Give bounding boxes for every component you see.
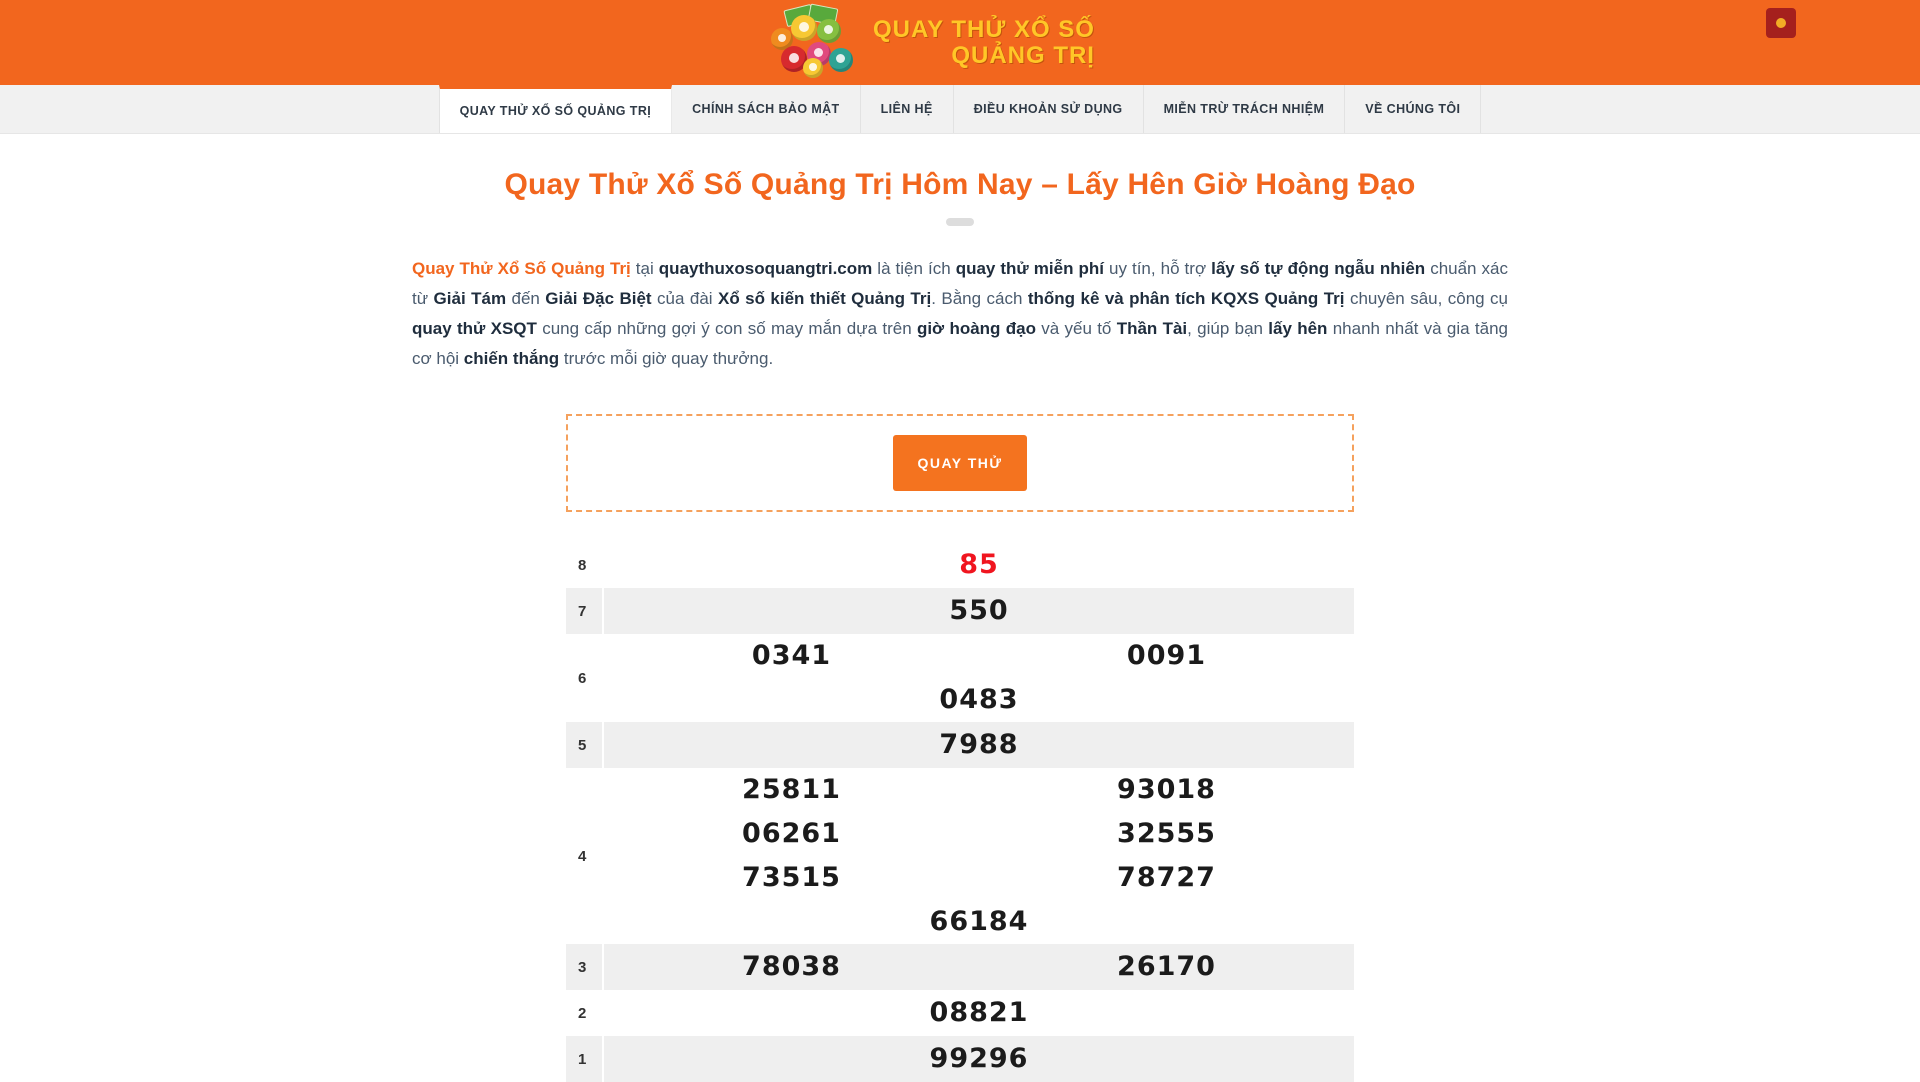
nav-item-5[interactable]: VỀ CHÚNG TÔI [1345, 85, 1481, 133]
prize-label: 5 [566, 722, 604, 768]
table-row-prize-7 [566, 588, 1354, 634]
prize-number: 08821 [929, 997, 1029, 1028]
intro-segment: chiến thắng [463, 349, 560, 368]
prize-values [604, 542, 1354, 588]
prize-number: 25811 [742, 774, 841, 805]
prize-values [604, 722, 1354, 768]
lottery-balls-icon [765, 6, 861, 80]
results-table [566, 542, 1354, 1082]
logo-title-line1: QUAY THỬ XỔ SỐ [873, 15, 1095, 43]
prize-values [604, 768, 1354, 944]
prize-number: 78727 [1117, 862, 1216, 893]
nav-item-1[interactable]: CHÍNH SÁCH BẢO MẬT [672, 85, 860, 133]
prize-values [604, 990, 1354, 1036]
prize-number: 0091 [1126, 640, 1207, 671]
prize-number: 85 [959, 549, 999, 580]
intro-segment: chuyên sâu, công cụ [1344, 289, 1509, 308]
prize-values [604, 634, 1354, 722]
logo-title-line2: QUẢNG TRỊ [951, 41, 1095, 69]
intro-segment: thống kê và phân tích KQXS Quảng Trị [1027, 289, 1345, 308]
prize-values [604, 944, 1354, 990]
prize-label: 6 [566, 634, 604, 722]
prize-values [604, 1036, 1354, 1082]
intro-segment: , giúp bạn [1187, 319, 1269, 338]
intro-segment: quay thử XSQT [412, 319, 537, 338]
intro-segment: và yếu tố [1035, 319, 1117, 338]
prize-number: 99296 [929, 1043, 1029, 1074]
main-nav [0, 85, 1920, 134]
table-row-prize-4 [566, 768, 1354, 944]
prize-number: 0341 [751, 640, 832, 671]
intro-segment: uy tín, hỗ trợ [1103, 259, 1212, 278]
intro-segment: tại [630, 259, 659, 278]
intro-segment: Thần Tài [1116, 319, 1188, 338]
intro-paragraph [412, 254, 1508, 374]
site-logo[interactable] [765, 6, 1095, 80]
prize-number: 32555 [1117, 818, 1216, 849]
table-row-prize-2 [566, 990, 1354, 1036]
intro-segment: là tiện ích [872, 259, 956, 278]
prize-number: 93018 [1117, 774, 1216, 805]
prize-number: 66184 [929, 906, 1029, 937]
intro-segment: trước mỗi giờ quay thưởng. [559, 349, 774, 368]
intro-segment: quay thử miễn phí [955, 259, 1104, 278]
intro-segment: . Bằng cách [931, 289, 1028, 308]
prize-number: 06261 [742, 818, 841, 849]
intro-segment: của đài [651, 289, 718, 308]
table-row-prize-8 [566, 542, 1354, 588]
prize-number: 26170 [1117, 951, 1216, 982]
table-row-prize-1 [566, 1036, 1354, 1082]
title-divider [946, 218, 974, 226]
prize-label: 4 [566, 768, 604, 944]
intro-segment: Xổ số kiến thiết Quảng Trị [717, 289, 932, 308]
prize-number: 7988 [939, 729, 1019, 760]
intro-segment: Giải Tám [433, 289, 507, 308]
prize-label: 3 [566, 944, 604, 990]
table-row-prize-5 [566, 722, 1354, 768]
site-header [0, 0, 1920, 85]
prize-label: 8 [566, 542, 604, 588]
nav-item-4[interactable]: MIỄN TRỪ TRÁCH NHIỆM [1144, 85, 1346, 133]
prize-label: 7 [566, 588, 604, 634]
prize-number: 550 [949, 595, 1009, 626]
intro-segment: cung cấp những gợi ý con số may mắn dựa trên [536, 319, 917, 338]
intro-segment: nhanh nhất và gia tăng cơ hội [412, 319, 1509, 368]
spin-button[interactable]: QUAY THỬ [893, 435, 1027, 491]
prize-values [604, 588, 1354, 634]
prize-number: 78038 [742, 951, 841, 982]
intro-segment: lấy hên [1268, 319, 1328, 338]
intro-segment: quaythuxosoquangtri.com [658, 259, 873, 278]
intro-segment: đến [506, 289, 546, 308]
table-row-prize-3 [566, 944, 1354, 990]
prize-label: 2 [566, 990, 604, 1036]
prize-number: 0483 [939, 684, 1019, 715]
prize-number: 73515 [742, 862, 841, 893]
logo-title [873, 17, 1095, 69]
nav-item-3[interactable]: ĐIỀU KHOẢN SỬ DỤNG [954, 85, 1144, 133]
intro-segment: Giải Đặc Biệt [545, 289, 652, 308]
spin-box [566, 414, 1354, 512]
nav-item-0[interactable]: QUAY THỬ XỔ SỐ QUẢNG TRỊ [439, 85, 673, 133]
lantern-icon [1766, 8, 1796, 38]
table-row-prize-6 [566, 634, 1354, 722]
nav-item-2[interactable]: LIÊN HỆ [861, 85, 954, 133]
intro-segment: giờ hoàng đạo [916, 319, 1036, 338]
intro-segment: chuẩn xác từ [412, 259, 1508, 308]
prize-label: 1 [566, 1036, 604, 1082]
intro-segment: Quay Thử Xổ Số Quảng Trị [412, 259, 631, 278]
page-title: Quay Thử Xổ Số Quảng Trị Hôm Nay – Lấy Hên Giờ Hoàng Đạo [504, 168, 1416, 201]
intro-segment: lấy số tự động ngẫu nhiên [1211, 259, 1426, 278]
